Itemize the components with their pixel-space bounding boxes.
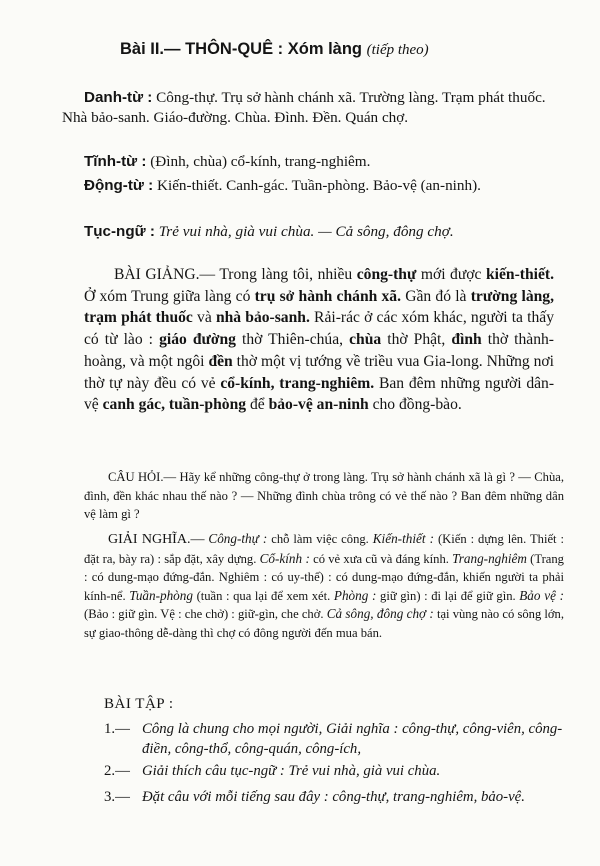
lecture-keyword: trụ sở hành chánh xã. [254, 287, 401, 305]
lecture-keyword: chùa [349, 331, 382, 349]
exercise-text: Giải thích câu tục-ngữ : Trẻ vui nhà, già vui chùa. [142, 763, 441, 779]
adj-text: (Đình, chùa) cổ-kính, trang-nghiêm. [150, 153, 371, 170]
glossary-term: Tuần-phòng [129, 587, 193, 603]
glossary-term: Cả sông, đông chợ : [326, 606, 434, 622]
lecture-text: Ban đêm những người dân-vệ [84, 374, 555, 414]
glossary-section [84, 530, 564, 643]
vocab-nouns [62, 88, 562, 128]
proverb-label: Tục-ngữ : [84, 223, 155, 240]
exercise-text: Đặt câu với mỗi tiếng sau đây : công-thự, trang-nghiêm, bảo-vệ. [142, 789, 525, 805]
lecture-keyword: bảo-vệ an-ninh [268, 396, 369, 414]
lecture-text: Trong làng tôi, nhiều [219, 266, 353, 283]
glossary-definition: tại vùng nào có sông lớn, sự giao-thông dễ-dàng thì chợ có đông người đến mua bán. [84, 607, 565, 640]
adj-label: Tĩnh-từ : [84, 153, 147, 170]
lecture-keyword: đền [208, 352, 233, 370]
lecture-text: Ở xóm Trung giữa làng có [84, 287, 251, 305]
noun-label: Danh-từ : [84, 89, 153, 106]
glossary-definition: (Kiến : dựng lên. Thiết : đặt ra, bày ra) : sắp đặt, xây dựng. [84, 532, 564, 566]
lecture-text: Gần đó là [405, 287, 467, 305]
lecture-text: thờ thành-hoàng, và một ngôi [84, 331, 554, 370]
vocab-adjectives [62, 152, 562, 172]
glossary-definition: (Trang : có dung-mạo đứng-đắn. Nghiêm : có uy-thế) : có dung-mạo đứng-đắn, khiến người ta phải kính-nể. [84, 551, 564, 603]
exercises-heading: BÀI TẬP : [104, 696, 174, 712]
glossary-definition: chỗ làm việc công. [271, 532, 369, 546]
proverb-text: Trẻ vui nhà, già vui chùa. — Cả sông, đông chợ. [158, 223, 454, 240]
lecture-keyword: cổ-kính, trang-nghiêm. [220, 374, 375, 392]
glossary-term: Kiến-thiết : [372, 531, 434, 546]
vocab-verbs [62, 176, 562, 196]
exercise-number: 3.— [104, 789, 130, 805]
lecture-keyword: kiến-thiết. [485, 266, 554, 283]
lecture-text: thờ Phật, [387, 331, 446, 349]
lecture-keyword: giáo đường [159, 331, 236, 349]
lecture-text: thờ một vị tướng về triều vua Gia-long. Những nơi thờ tự này đều có vẻ [84, 352, 555, 392]
exercise-item [104, 788, 564, 808]
questions-section [84, 468, 564, 524]
lesson-title [120, 40, 429, 59]
glossary-label: GIẢI NGHĨA.— [108, 532, 205, 547]
exercise-text: Công là chung cho mọi người, Giải nghĩa : công-thự, công-viên, công-điền, công-thổ, công-quán, công-ích, [142, 721, 563, 757]
lesson-title-text: Bài II.— THÔN-QUÊ : Xóm làng [120, 40, 363, 58]
noun-text: Công-thự. Trụ sở hành chánh xã. Trường làng. Trạm phát thuốc. Nhà bảo-sanh. Giáo-đường. Chùa. Đình. Đền. Quán chợ. [62, 89, 546, 126]
lecture-text: và [197, 309, 212, 327]
lecture-text: Rải-rác ở các xóm khác, người ta thấy có từ lào : [84, 309, 554, 349]
lecture-keyword: đình [451, 331, 482, 349]
glossary-term: Công-thự : [208, 531, 268, 546]
exercise-number: 1.— [104, 721, 130, 737]
vocab-proverbs [62, 222, 562, 242]
exercise-number: 2.— [104, 763, 130, 779]
glossary-definition: có vẻ xưa cũ và đáng kính. [313, 551, 449, 566]
verb-text: Kiến-thiết. Canh-gác. Tuần-phòng. Bảo-vệ (an-ninh). [157, 177, 481, 194]
glossary-definition: (tuần : qua lại để xem xét. [196, 588, 331, 603]
verb-label: Động-từ : [84, 177, 154, 194]
exercise-item [104, 720, 564, 759]
lesson-subtitle: (tiếp theo) [366, 42, 429, 58]
glossary-definition: (Bảo : giữ gìn. Vệ : che chở) : giữ-gìn, che chở. [84, 607, 324, 622]
lecture-keyword: trường làng, trạm phát thuốc [84, 287, 554, 327]
glossary-definition: giữ gìn) : đi lại để giữ gìn. [380, 588, 516, 603]
glossary-term: Phòng : [333, 587, 377, 603]
glossary-term: Trang-nghiêm [452, 550, 527, 566]
lecture-keyword: canh gác, tuần-phòng [102, 396, 247, 414]
lecture-text: mới được [420, 266, 482, 283]
lecture-text: thờ Thiên-chúa, [242, 331, 344, 349]
lecture-text: để [249, 396, 265, 414]
lecture-text: cho đồng-bào. [372, 396, 462, 414]
lecture-paragraph [84, 264, 554, 416]
glossary-term: Cổ-kính : [259, 550, 310, 566]
lecture-keyword: nhà bảo-sanh. [215, 309, 310, 327]
exercise-item [104, 762, 564, 782]
lecture-heading: BÀI GIẢNG.— [114, 266, 216, 283]
lecture-keyword: công-thự [356, 266, 417, 283]
questions-label: CÂU HỎI.— [108, 470, 177, 484]
glossary-term: Bảo vệ : [519, 587, 565, 603]
questions-text: Hãy kể những công-thự ở trong làng. Trụ sở hành chánh xã là gì ? — Chùa, đình, đền khác nhau thế nào ? — Những đình chùa trông có vẻ thế nào ? Ban đêm những dân vệ làm gì ? [84, 470, 564, 522]
